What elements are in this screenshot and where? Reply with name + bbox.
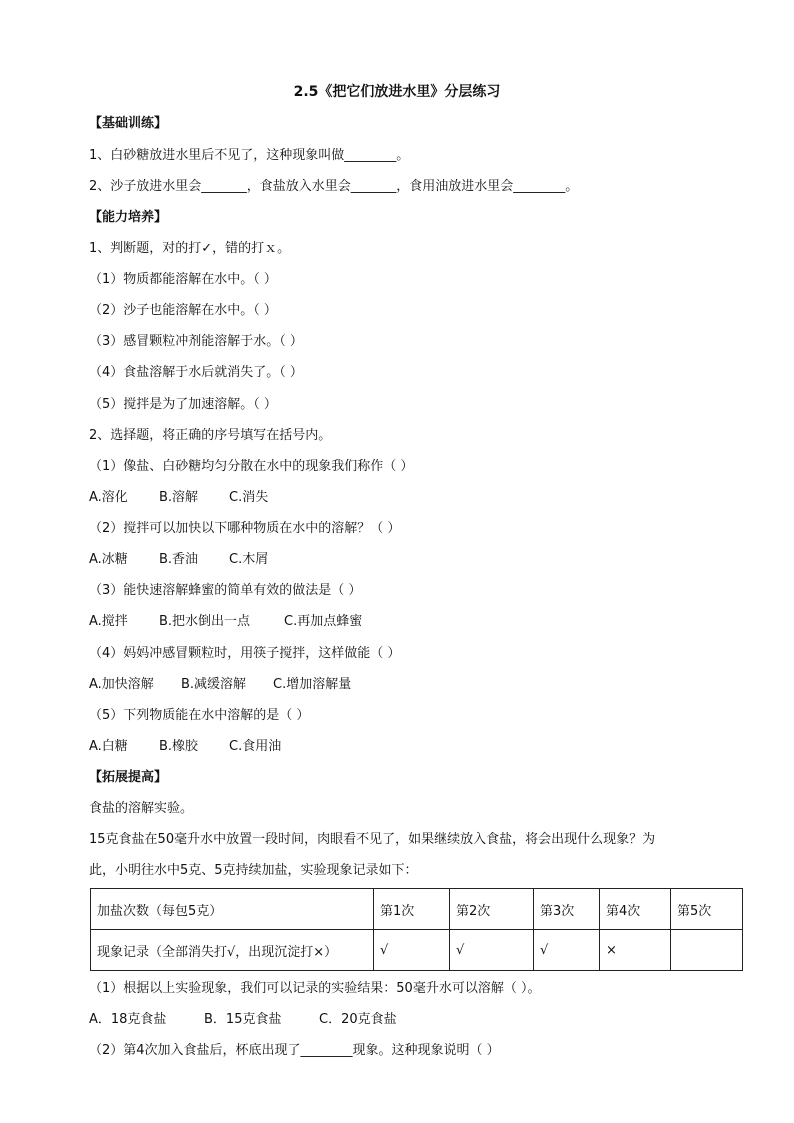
option-a: A.加快溶解 [89, 677, 154, 692]
option-c: C.食用油 [229, 739, 282, 754]
choice-question-3: （3）能快速溶解蜂蜜的简单有效的做法是（ ） [89, 583, 362, 598]
option-a: A.冰糖 [89, 552, 128, 567]
choice-heading: 2、选择题，将正确的序号填写在括号内。 [89, 428, 332, 443]
judge-item-5: （5）搅拌是为了加速溶解。（ ） [89, 397, 277, 412]
page-title: 2.5《把它们放进水里》分层练习 [293, 84, 501, 100]
option-c: C.消失 [229, 490, 269, 505]
choice-options-5 [89, 738, 281, 756]
experiment-description-line2: 此，小明往水中5克、5克持续加盐，实验现象记录如下： [89, 863, 418, 878]
row-label-record: 现象记录（全部消失打√，出现沉淀打×） [91, 930, 374, 971]
experiment-title: 食盐的溶解实验。 [89, 801, 194, 816]
record-cell-5 [671, 930, 743, 971]
option-b: B.把水倒出一点 [159, 614, 251, 629]
record-cell-1: √ [374, 930, 450, 971]
choice-options-2 [89, 551, 268, 569]
experiment-q1-options [89, 1011, 397, 1029]
option-a: A.白糖 [89, 739, 128, 754]
experiment-question-2: （2）第4次加入食盐后，杯底出现了________现象。这种现象说明（ ） [89, 1043, 500, 1058]
basic-question-1: 1、白砂糖放进水里后不见了，这种现象叫做________。 [89, 148, 410, 163]
choice-question-4: （4）妈妈冲感冒颗粒时，用筷子搅拌，这样做能（ ） [89, 646, 401, 661]
option-a: A．18克食盐 [89, 1012, 167, 1027]
section-extend-heading: 【拓展提高】 [89, 770, 168, 785]
judge-heading: 1、判断题，对的打✓，错的打ｘ。 [89, 241, 291, 256]
judge-item-4: （4）食盐溶解于水后就消失了。（ ） [89, 365, 303, 380]
table-row [91, 930, 743, 971]
option-b: B．15克食盐 [204, 1012, 282, 1027]
record-cell-3: √ [534, 930, 600, 971]
record-cell-2: √ [450, 930, 534, 971]
option-b: B.溶解 [159, 490, 199, 505]
option-b: B.减缓溶解 [181, 677, 247, 692]
choice-question-1: （1）像盐、白砂糖均匀分散在水中的现象我们称作（ ） [89, 459, 414, 474]
option-c: C.木屑 [229, 552, 269, 567]
option-a: A.溶化 [89, 490, 128, 505]
section-ability-heading: 【能力培养】 [89, 210, 168, 225]
row-label-salt-count: 加盐次数（每包5克） [91, 889, 374, 930]
choice-options-4 [89, 676, 351, 694]
judge-item-1: （1）物质都能溶解在水中。（ ） [89, 272, 277, 287]
header-cell-3: 第3次 [534, 889, 600, 930]
experiment-question-1: （1）根据以上实验现象，我们可以记录的实验结果：50毫升水可以溶解（ ）。 [89, 981, 541, 996]
header-cell-4: 第4次 [600, 889, 671, 930]
basic-question-2: 2、沙子放进水里会_______，食盐放入水里会_______，食用油放进水里会________。 [89, 179, 579, 194]
experiment-description-line1: 15克食盐在50毫升水中放置一段时间，肉眼看不见了，如果继续放入食盐，将会出现什么现象？为 [89, 832, 656, 847]
choice-question-5: （5）下列物质能在水中溶解的是（ ） [89, 708, 310, 723]
option-a: A.搅拌 [89, 614, 128, 629]
option-b: B.香油 [159, 552, 199, 567]
choice-options-3 [89, 613, 362, 631]
record-cell-4: × [600, 930, 671, 971]
section-basic-heading: 【基础训练】 [89, 116, 168, 131]
choice-question-2: （2）搅拌可以加快以下哪种物质在水中的溶解？（ ） [89, 521, 401, 536]
choice-options-1 [89, 489, 268, 507]
table-row [91, 889, 743, 930]
header-cell-1: 第1次 [374, 889, 450, 930]
experiment-table [90, 888, 743, 971]
judge-item-3: （3）感冒颗粒冲剂能溶解于水。（ ） [89, 334, 303, 349]
judge-item-2: （2）沙子也能溶解在水中。（ ） [89, 303, 277, 318]
option-c: C.增加溶解量 [273, 677, 352, 692]
header-cell-5: 第5次 [671, 889, 743, 930]
header-cell-2: 第2次 [450, 889, 534, 930]
option-c: C.再加点蜂蜜 [284, 614, 363, 629]
option-c: C．20克食盐 [319, 1012, 397, 1027]
option-b: B.橡胶 [159, 739, 199, 754]
